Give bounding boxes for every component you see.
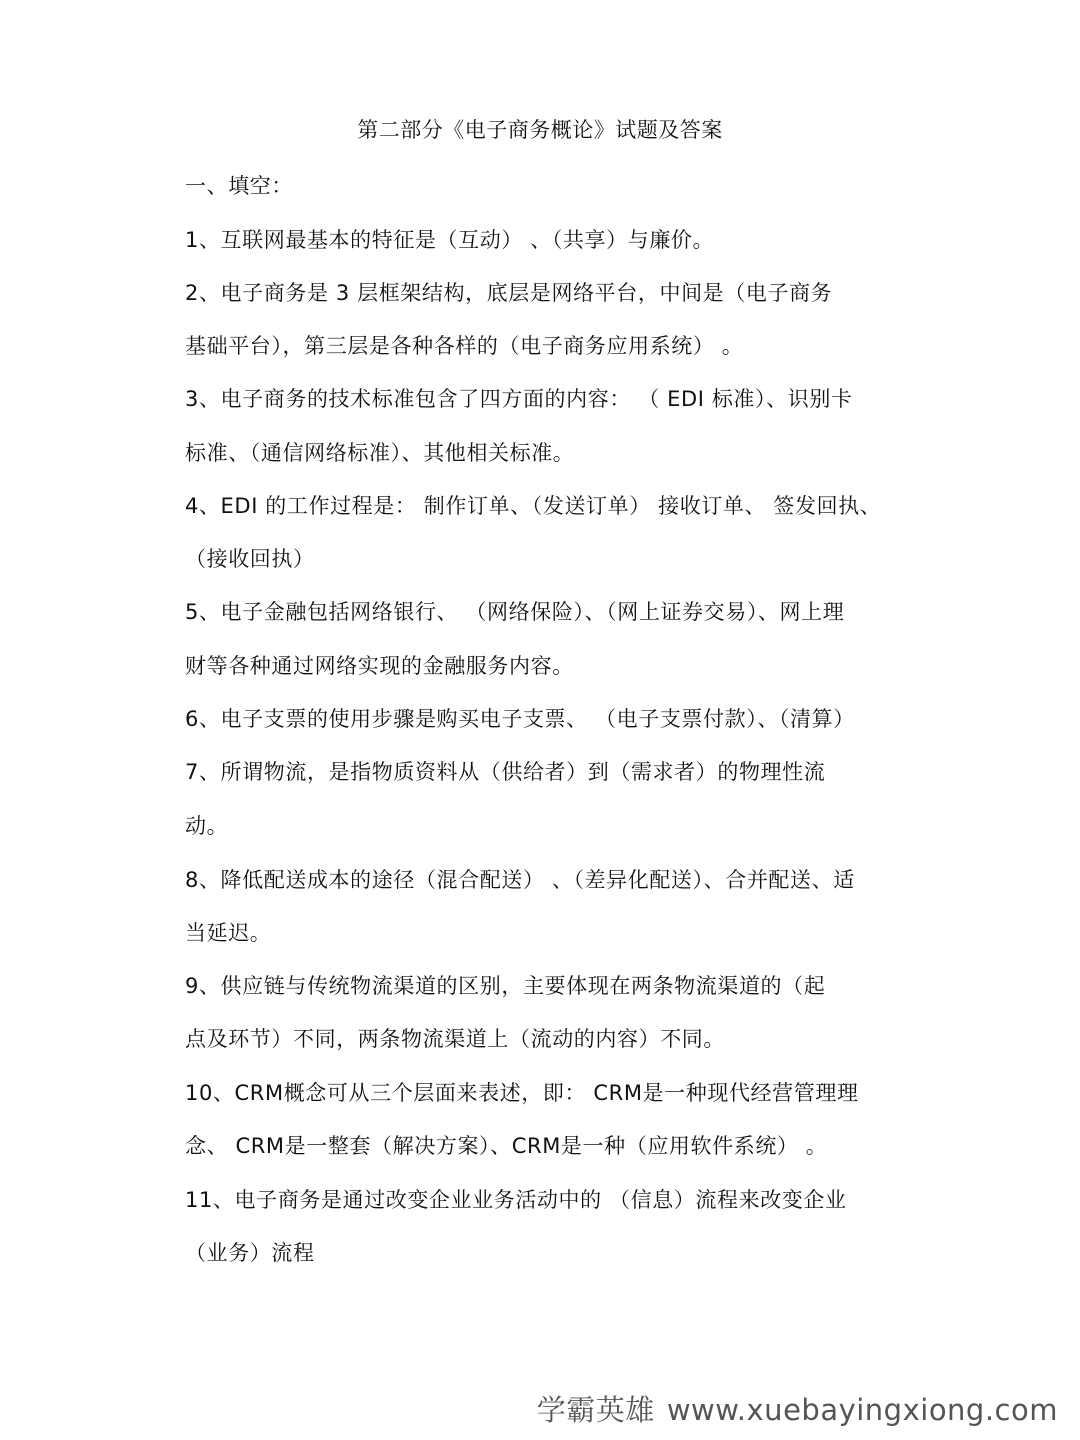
text-line-1: 1、互联网最基本的特征是（互动） 、（共享）与廉价。 (185, 228, 715, 252)
text-line-9: 财等各种通过网络实现的金融服务内容。 (185, 654, 574, 678)
text-line-6: 4、EDI 的工作过程是： 制作订单、（发送订单） 接收订单、 签发回执、 (185, 494, 882, 518)
text-line-5: 标准、（通信网络标准）、其他相关标准。 (185, 441, 575, 465)
text-line-17: 10、CRM概念可从三个层面来表述，即： CRM是一种现代经营管理理 (185, 1081, 859, 1105)
text-line-20: （业务）流程 (185, 1241, 315, 1265)
watermark-brand: 学霸英雄 (536, 1393, 655, 1427)
text-line-14: 当延迟。 (185, 921, 272, 945)
text-line-4: 3、电子商务的技术标准包含了四方面的内容： （ EDI 标准）、识别卡 (185, 387, 853, 411)
text-line-7: （接收回执） (185, 547, 315, 571)
text-line-2: 2、电子商务是 3 层框架结构，底层是网络平台，中间是（电子商务 (185, 281, 833, 305)
text-line-19: 11、电子商务是通过改变企业业务活动中的 （信息）流程来改变企业 (185, 1188, 847, 1212)
text-line-11: 7、所谓物流，是指物质资料从（供给者）到（需求者）的物理性流 (185, 760, 826, 784)
watermark-url: www.xuebayingxiong.com (666, 1393, 1058, 1427)
text-line-18: 念、 CRM是一整套（解决方案）、CRM是一种（应用软件系统） 。 (185, 1134, 828, 1158)
text-line-13: 8、降低配送成本的途径（混合配送） 、（差异化配送）、合并配送、适 (185, 868, 855, 892)
document-title: 第二部分《电子商务概论》试题及答案 (357, 118, 723, 142)
text-line-12: 动。 (185, 814, 229, 838)
text-line-10: 6、电子支票的使用步骤是购买电子支票、 （电子支票付款）、（清算） (185, 707, 855, 731)
text-line-16: 点及环节）不同，两条物流渠道上（流动的内容）不同。 (185, 1027, 725, 1051)
section-heading: 一、填空： (185, 174, 293, 198)
text-line-8: 5、电子金融包括网络银行、 （网络保险）、（网上证券交易）、网上理 (185, 600, 845, 624)
text-line-15: 9、供应链与传统物流渠道的区别，主要体现在两条物流渠道的（起 (185, 974, 826, 998)
text-line-3: 基础平台），第三层是各种各样的（电子商务应用系统） 。 (185, 334, 744, 358)
watermark (537, 1390, 1058, 1430)
